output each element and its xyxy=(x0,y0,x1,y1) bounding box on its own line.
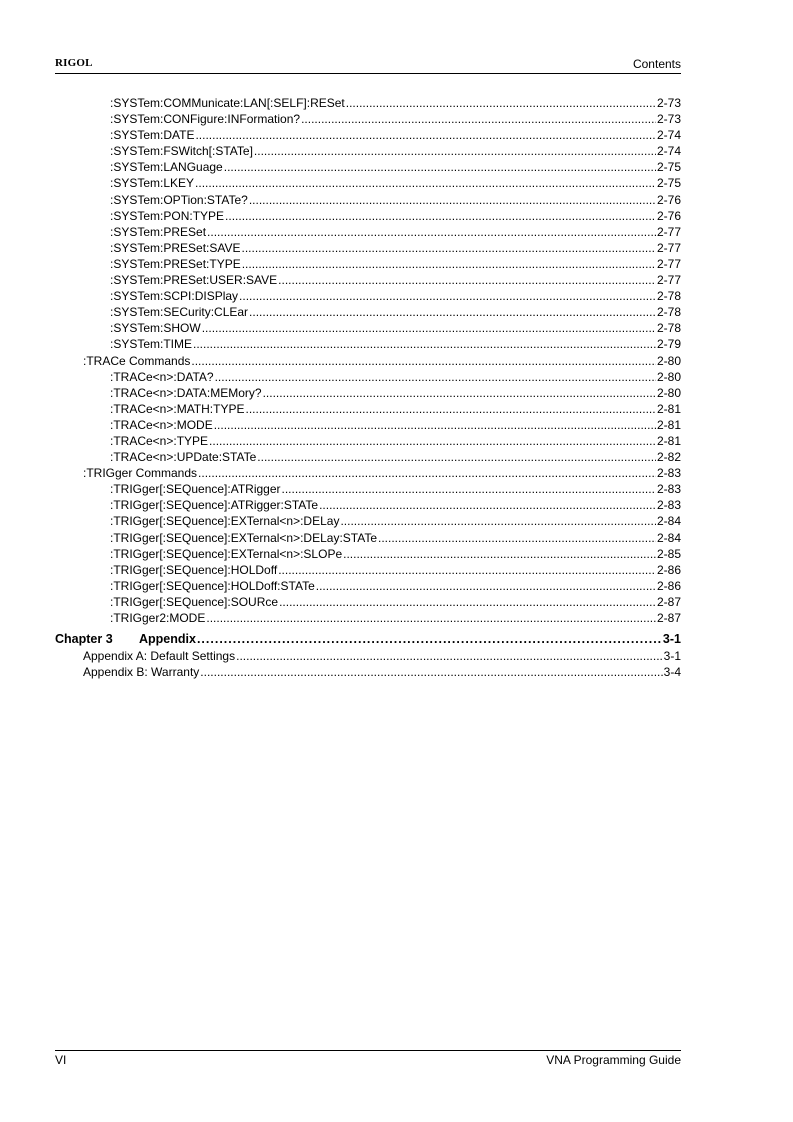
toc-entry-title: :SYSTem:SHOW xyxy=(110,321,201,336)
toc-entry[interactable] xyxy=(55,433,681,449)
toc-entry-page: 2-74 xyxy=(656,144,681,159)
toc-entry-page: 2-76 xyxy=(656,208,681,223)
toc-entries xyxy=(55,95,681,626)
toc-entry[interactable] xyxy=(55,127,681,143)
toc-entry-title: :TRIGger2:MODE xyxy=(110,611,206,625)
toc-entry[interactable] xyxy=(55,546,681,562)
toc-entry-page: 2-78 xyxy=(656,305,681,320)
dot-leader xyxy=(191,353,656,369)
page-footer xyxy=(55,1050,681,1071)
dot-leader xyxy=(236,648,663,664)
toc-entry[interactable] xyxy=(55,369,681,385)
dot-leader xyxy=(225,208,656,224)
dot-leader xyxy=(242,256,656,272)
toc-entry[interactable] xyxy=(55,497,681,513)
dot-leader xyxy=(279,594,656,610)
dot-leader xyxy=(346,95,656,111)
dot-leader xyxy=(316,578,656,594)
toc-entry-page: 2-81 xyxy=(656,433,681,448)
toc-entry-page: 2-81 xyxy=(656,417,681,432)
toc-entry-page: 2-84 xyxy=(656,530,681,545)
toc-entry[interactable] xyxy=(55,562,681,578)
toc-entry[interactable] xyxy=(55,272,681,288)
toc-entry-title: :SYSTem:CONFigure:INFormation? xyxy=(110,112,301,127)
toc-entry-title: :SYSTem:PRESet:USER:SAVE xyxy=(110,273,278,288)
toc-entry-page: 2-80 xyxy=(656,353,681,368)
toc-entry[interactable] xyxy=(55,288,681,304)
dot-leader xyxy=(202,320,656,336)
toc-entry[interactable] xyxy=(55,304,681,320)
table-of-contents xyxy=(55,95,681,680)
chapter-label: Chapter 3 xyxy=(55,632,113,647)
toc-entry-title: :TRIGger[:SEQuence]:ATRigger xyxy=(110,482,281,497)
dot-leader xyxy=(206,610,656,626)
dot-leader xyxy=(245,401,655,417)
toc-entry[interactable] xyxy=(55,401,681,417)
toc-entry-page: 2-78 xyxy=(656,289,681,304)
toc-entry[interactable] xyxy=(55,417,681,433)
dot-leader xyxy=(195,127,656,143)
dot-leader xyxy=(198,465,656,481)
dot-leader xyxy=(200,664,662,680)
toc-entry[interactable] xyxy=(55,594,681,610)
toc-entry[interactable] xyxy=(55,513,681,529)
toc-entry[interactable] xyxy=(55,385,681,401)
toc-entry-page: 2-77 xyxy=(656,256,681,271)
toc-entry-title: :SYSTem:SCPI:DISPlay xyxy=(110,289,239,304)
page-number: VI xyxy=(55,1053,67,1067)
toc-entry-page: 2-73 xyxy=(656,96,681,110)
toc-entry-page: 2-78 xyxy=(656,321,681,336)
toc-entry-title: :TRACe<n>:TYPE xyxy=(110,433,209,448)
toc-entry-page: 2-75 xyxy=(656,160,681,175)
toc-entry-title: :TRIGger[:SEQuence]:EXTernal<n>:SLOPe xyxy=(110,546,343,561)
dot-leader xyxy=(254,143,656,159)
toc-entry[interactable] xyxy=(55,256,681,272)
toc-entry-page: 2-80 xyxy=(656,385,681,400)
toc-entry-title: :SYSTem:PRESet:TYPE xyxy=(110,256,241,271)
toc-entry[interactable] xyxy=(55,578,681,594)
toc-entry-page: 3-1 xyxy=(663,649,681,664)
toc-entry-page: 2-83 xyxy=(656,466,681,481)
toc-entry-title: :SYSTem:SECurity:CLEar xyxy=(110,305,249,320)
toc-entry-title: :SYSTem:LKEY xyxy=(110,176,195,191)
dot-leader xyxy=(249,192,656,208)
toc-chapter-row[interactable] xyxy=(55,630,681,648)
brand-logo: RIGOL xyxy=(55,57,93,69)
toc-entry-title: Appendix B: Warranty xyxy=(83,665,200,680)
toc-entry-page: 2-82 xyxy=(656,450,681,465)
toc-entry-page: 2-83 xyxy=(656,498,681,513)
toc-entry-page: 2-83 xyxy=(656,482,681,497)
toc-entry-title: :TRACe<n>:DATA? xyxy=(110,369,214,384)
chapter-title: Appendix xyxy=(139,632,196,647)
toc-entry-title: :SYSTem:LANGuage xyxy=(110,160,223,175)
toc-entry[interactable] xyxy=(55,664,681,680)
dot-leader xyxy=(257,449,656,465)
toc-entry[interactable] xyxy=(55,192,681,208)
toc-entry-page: 2-84 xyxy=(656,514,681,529)
dot-leader xyxy=(282,481,656,497)
toc-entry-title: :SYSTem:PRESet:SAVE xyxy=(110,240,241,255)
toc-entry-title: :TRACe<n>:MODE xyxy=(110,417,213,432)
toc-entry[interactable] xyxy=(55,208,681,224)
toc-entry[interactable] xyxy=(55,159,681,175)
dot-leader xyxy=(193,336,656,352)
toc-entry[interactable] xyxy=(55,95,681,111)
dot-leader xyxy=(263,385,656,401)
toc-entry[interactable] xyxy=(55,353,681,369)
toc-entry-page: 2-74 xyxy=(656,128,681,143)
dot-leader xyxy=(242,240,656,256)
dot-leader xyxy=(197,630,662,648)
toc-entry-page: 2-77 xyxy=(656,273,681,288)
toc-entry-title: :TRIGger[:SEQuence]:SOURce xyxy=(110,594,279,609)
toc-entry-title: :TRIGger[:SEQuence]:ATRigger:STATe xyxy=(110,498,319,513)
dot-leader xyxy=(215,369,656,385)
document-title: VNA Programming Guide xyxy=(546,1053,681,1067)
toc-entry[interactable] xyxy=(55,465,681,481)
toc-entry[interactable] xyxy=(55,449,681,465)
dot-leader xyxy=(378,530,656,546)
toc-entry-page: 2-86 xyxy=(656,578,681,593)
dot-leader xyxy=(207,224,656,240)
chapter-page: 3-1 xyxy=(662,632,681,647)
toc-entry-page: 2-87 xyxy=(656,594,681,609)
toc-entry[interactable] xyxy=(55,224,681,240)
toc-entry-page: 2-73 xyxy=(656,112,681,127)
toc-entry-title: :SYSTem:PRESet xyxy=(110,224,207,239)
toc-entry-page: 2-79 xyxy=(656,337,681,352)
toc-entry-page: 2-87 xyxy=(656,611,681,625)
toc-entry-title: :TRACe<n>:DATA:MEMory? xyxy=(110,385,262,400)
toc-entry-title: :SYSTem:FSWitch[:STATe] xyxy=(110,144,253,159)
page-header xyxy=(55,57,681,74)
section-title: Contents xyxy=(632,57,681,71)
toc-entry[interactable] xyxy=(55,320,681,336)
dot-leader xyxy=(278,562,656,578)
toc-entry-title: :TRACe Commands xyxy=(83,353,191,368)
toc-entry[interactable] xyxy=(55,610,681,626)
toc-entry-page: 2-77 xyxy=(656,224,681,239)
toc-entry-title: :TRACe<n>:UPDate:STATe xyxy=(110,450,257,465)
dot-leader xyxy=(214,417,656,433)
toc-entry[interactable] xyxy=(55,175,681,191)
toc-entry-title: :SYSTem:PON:TYPE xyxy=(110,208,225,223)
dot-leader xyxy=(195,175,656,191)
dot-leader xyxy=(249,304,656,320)
toc-entry-page: 2-75 xyxy=(656,176,681,191)
toc-entry[interactable] xyxy=(55,336,681,352)
toc-entry-title: :TRIGger Commands xyxy=(83,466,198,481)
toc-entry-title: :TRACe<n>:MATH:TYPE xyxy=(110,401,245,416)
toc-entry-title: :TRIGger[:SEQuence]:HOLDoff:STATe xyxy=(110,578,315,593)
dot-leader xyxy=(278,272,656,288)
toc-entry-page: 2-86 xyxy=(656,562,681,577)
dot-leader xyxy=(209,433,656,449)
toc-entry-title: :TRIGger[:SEQuence]:EXTernal<n>:DELay:STATe xyxy=(110,530,378,545)
dot-leader xyxy=(239,288,656,304)
dot-leader xyxy=(340,513,656,529)
toc-entry[interactable] xyxy=(55,143,681,159)
dot-leader xyxy=(301,111,656,127)
toc-entry-page: 2-85 xyxy=(656,546,681,561)
toc-entry-title: :SYSTem:COMMunicate:LAN[:SELF]:RESet xyxy=(110,96,345,110)
toc-entry[interactable] xyxy=(55,111,681,127)
dot-leader xyxy=(343,546,656,562)
toc-entry[interactable] xyxy=(55,530,681,546)
toc-entry-page: 2-77 xyxy=(656,240,681,255)
toc-entry[interactable] xyxy=(55,648,681,664)
appendix-entries xyxy=(55,648,681,680)
toc-entry-title: :SYSTem:OPTion:STATe? xyxy=(110,192,248,207)
toc-entry-page: 2-80 xyxy=(656,369,681,384)
toc-entry-title: :SYSTem:DATE xyxy=(110,128,195,143)
toc-entry-page: 2-76 xyxy=(656,192,681,207)
toc-entry-title: :SYSTem:TIME xyxy=(110,337,193,352)
toc-entry[interactable] xyxy=(55,481,681,497)
toc-entry-title: :TRIGger[:SEQuence]:EXTernal<n>:DELay xyxy=(110,514,340,529)
toc-entry[interactable] xyxy=(55,240,681,256)
toc-entry-title: Appendix A: Default Settings xyxy=(83,649,236,664)
dot-leader xyxy=(224,159,656,175)
toc-entry-page: 2-81 xyxy=(656,401,681,416)
toc-entry-page: 3-4 xyxy=(663,665,681,680)
toc-entry-title: :TRIGger[:SEQuence]:HOLDoff xyxy=(110,562,278,577)
dot-leader xyxy=(319,497,656,513)
